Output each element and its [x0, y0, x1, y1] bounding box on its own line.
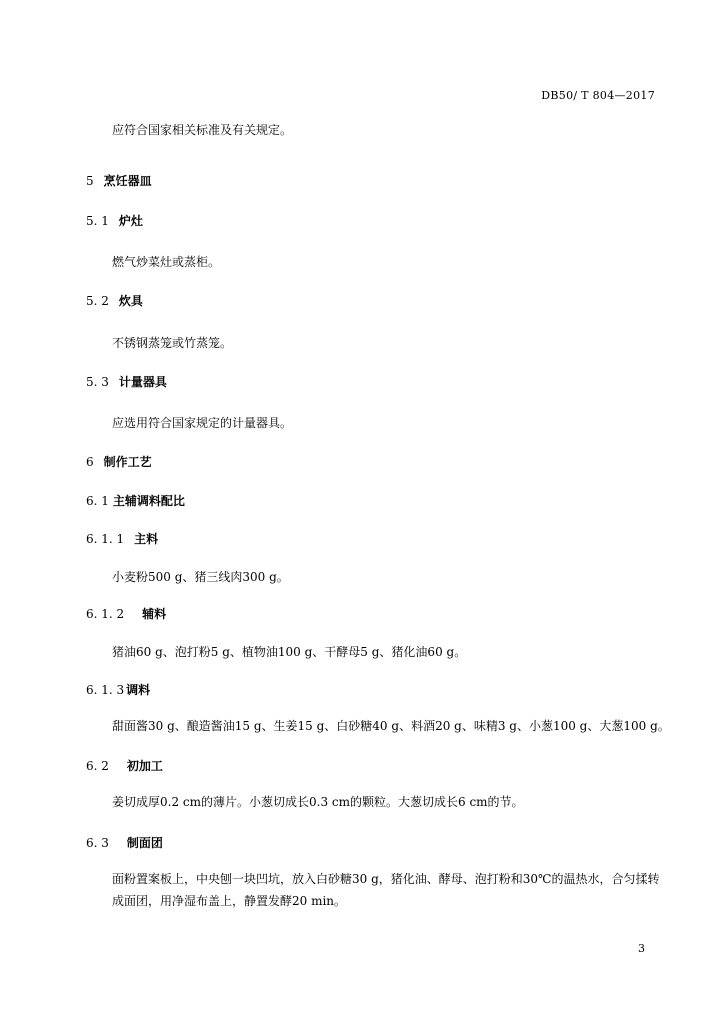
section-6-1-3-heading — [86, 681, 150, 698]
section-6-3-text: 面粉置案板上，中央刨一块凹坑，放入白砂糖30 g，猪化油、酵母、泡打粉和30℃的温热水，合匀揉转成面团，用净湿布盖上，静置发酵20 min。 — [112, 872, 660, 908]
section-5-1-heading — [86, 212, 143, 229]
section-number: 6. 2 — [86, 759, 109, 773]
section-5-heading — [86, 172, 152, 189]
section-title: 烹饪器皿 — [103, 174, 152, 188]
section-title: 主辅调料配比 — [112, 494, 185, 508]
section-number: 5. 3 — [86, 375, 109, 389]
section-6-2-text: 姜切成厚0.2 cm的薄片。小葱切成长0.3 cm的颗粒。大葱切成长6 cm的节。 — [112, 795, 524, 809]
section-6-2-heading — [86, 757, 163, 774]
section-6-1-1-text: 小麦粉500 g、猪三线肉300 g。 — [112, 570, 289, 584]
section-6-1-3-text: 甜面酱30 g、酿造酱油15 g、生姜15 g、白砂糖40 g、料酒20 g、味精3 g、小葱100 g、大葱100 g。 — [112, 719, 670, 733]
section-title: 制作工艺 — [103, 455, 152, 469]
section-6-1-heading — [86, 492, 185, 509]
section-title: 初加工 — [126, 759, 163, 773]
section-5-1-text: 燃气炒菜灶或蒸柜。 — [112, 255, 221, 269]
section-5-3-text: 应选用符合国家规定的计量器具。 — [112, 416, 293, 430]
section-number: 6. 3 — [86, 836, 109, 850]
section-number: 6. 1 — [86, 494, 109, 508]
section-6-1-2-text: 猪油60 g、泡打粉5 g、植物油100 g、干酵母5 g、猪化油60 g。 — [112, 645, 467, 659]
section-number: 5. 2 — [86, 294, 109, 308]
section-6-1-2-heading — [86, 605, 166, 622]
section-number: 6 — [86, 455, 94, 469]
section-title: 炉灶 — [118, 214, 143, 228]
section-title: 调料 — [126, 683, 151, 697]
section-5-2-text: 不锈钢蒸笼或竹蒸笼。 — [112, 336, 233, 350]
section-number: 6. 1. 3 — [86, 683, 125, 697]
section-5-3-heading — [86, 373, 167, 390]
section-number: 5. 1 — [86, 214, 109, 228]
section-number: 6. 1. 1 — [86, 532, 125, 546]
section-6-heading — [86, 453, 152, 470]
section-title: 炊具 — [118, 294, 143, 308]
page-number: 3 — [638, 942, 645, 955]
section-title: 制面团 — [126, 836, 163, 850]
section-6-1-1-heading — [86, 530, 158, 547]
section-5-2-heading — [86, 292, 143, 309]
section-title: 主料 — [134, 532, 159, 546]
section-6-3-heading — [86, 834, 163, 851]
section-number: 5 — [86, 174, 94, 188]
standard-code-header: DB50/ T 804—2017 — [541, 89, 655, 102]
section-title: 辅料 — [142, 607, 167, 621]
section-number: 6. 1. 2 — [86, 607, 125, 621]
section-title: 计量器具 — [118, 375, 167, 389]
intro-paragraph: 应符合国家相关标准及有关规定。 — [112, 123, 293, 137]
